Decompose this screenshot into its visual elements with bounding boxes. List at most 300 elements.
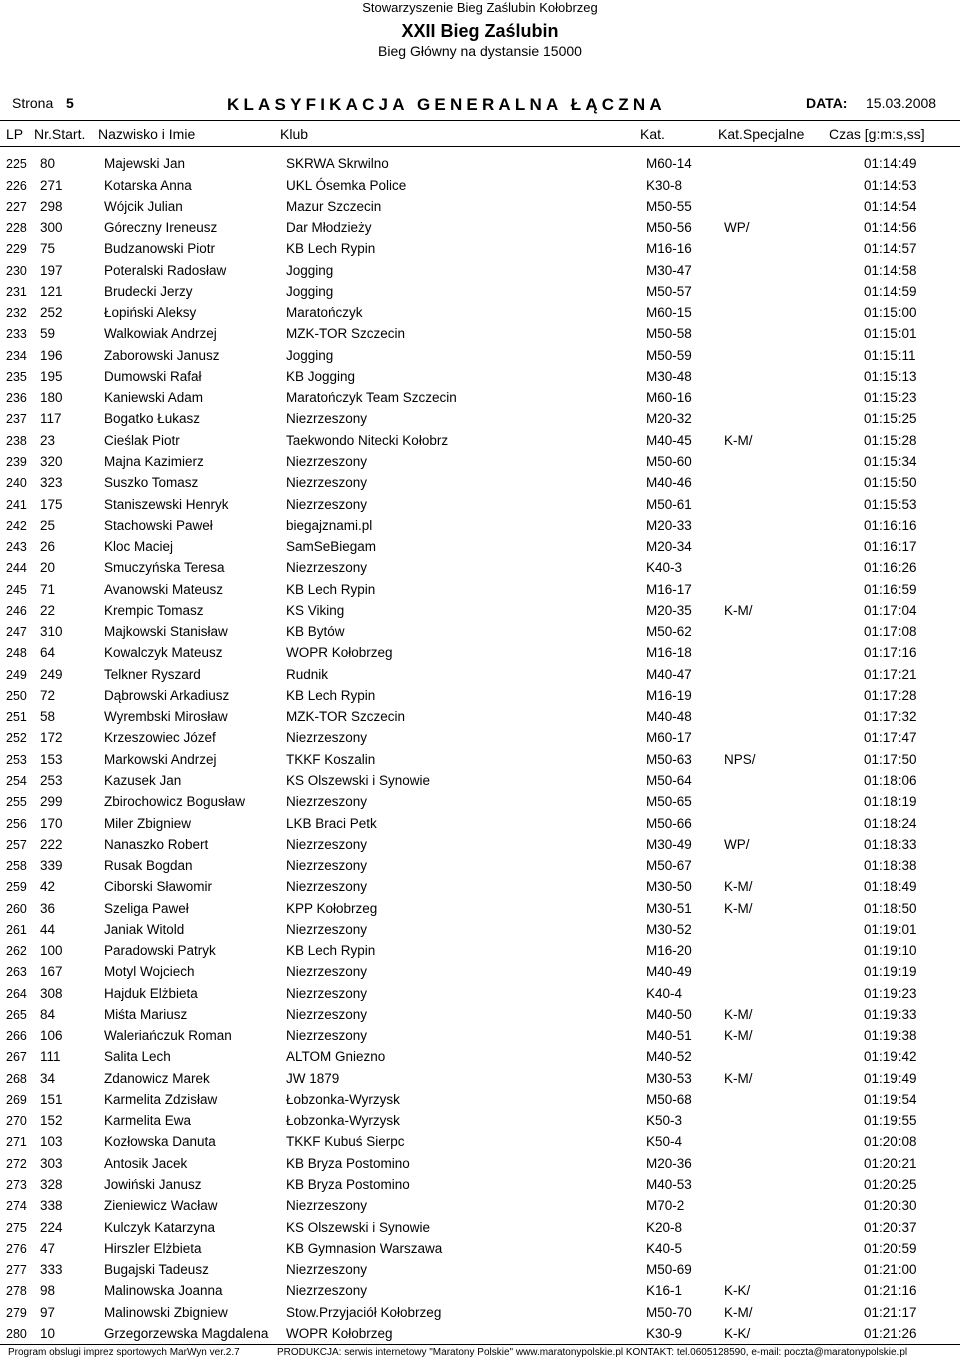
cell-lp: 264 xyxy=(6,986,27,1001)
cell-start-no: 271 xyxy=(40,177,63,193)
table-row xyxy=(0,533,960,554)
cell-lp: 226 xyxy=(6,178,27,193)
cell-start-no: 224 xyxy=(40,1219,63,1235)
table-row xyxy=(0,575,960,596)
cell-category: K40-4 xyxy=(646,985,683,1001)
cell-lp: 257 xyxy=(6,837,27,852)
cell-club: Dar Młodzieży xyxy=(286,220,372,236)
cell-time: 01:15:23 xyxy=(864,390,917,406)
cell-start-no: 100 xyxy=(40,943,63,959)
table-row xyxy=(0,618,960,639)
cell-special-category xyxy=(724,639,864,660)
cell-start-no: 172 xyxy=(40,730,63,746)
table-row xyxy=(0,1235,960,1256)
cell-category: K40-5 xyxy=(646,1240,683,1256)
table-row xyxy=(0,1171,960,1192)
cell-special-category xyxy=(724,1128,864,1149)
cell-category: M50-60 xyxy=(646,453,692,469)
cell-category: M30-50 xyxy=(646,879,692,895)
cell-club: Niezrzeszony xyxy=(286,730,368,746)
cell-start-no: 58 xyxy=(40,709,56,725)
cell-club: ALTOM Gniezno xyxy=(286,1049,386,1065)
cell-category: K50-3 xyxy=(646,1113,683,1129)
cell-lp: 259 xyxy=(6,880,27,895)
cell-club: Niezrzeszony xyxy=(286,1198,368,1214)
cell-club: Maratończyk Team Szczecin xyxy=(286,390,457,406)
cell-lp: 235 xyxy=(6,369,27,384)
cell-special-category xyxy=(724,724,864,745)
cell-start-no: 253 xyxy=(40,772,63,788)
cell-club: KB Bryza Postomino xyxy=(286,1177,410,1193)
cell-special-category xyxy=(724,916,864,937)
cell-name: Grzegorzewska Magdalena xyxy=(104,1325,269,1341)
cell-time: 01:18:33 xyxy=(864,836,917,852)
cell-club: Niezrzeszony xyxy=(286,453,368,469)
cell-time: 01:18:49 xyxy=(864,879,917,895)
cell-lp: 265 xyxy=(6,1007,27,1022)
cell-time: 01:17:32 xyxy=(864,709,917,725)
cell-special-category xyxy=(724,958,864,979)
cell-time: 01:18:38 xyxy=(864,858,917,874)
cell-lp: 256 xyxy=(6,816,27,831)
cell-time: 01:14:59 xyxy=(864,283,917,299)
cell-category: M50-61 xyxy=(646,496,692,512)
cell-special-category: K-M/ xyxy=(724,432,753,448)
cell-special-category xyxy=(724,490,864,511)
table-row xyxy=(0,256,960,277)
cell-lp: 274 xyxy=(6,1199,27,1214)
cell-start-no: 249 xyxy=(40,666,63,682)
cell-category: M50-67 xyxy=(646,858,692,874)
cell-start-no: 117 xyxy=(40,411,62,427)
cell-start-no: 80 xyxy=(40,156,56,172)
cell-name: Motyl Wojciech xyxy=(104,964,195,980)
cell-club: Stow.Przyjaciół Kołobrzeg xyxy=(286,1304,442,1320)
cell-name: Kotarska Anna xyxy=(104,177,192,193)
cell-lp: 252 xyxy=(6,731,27,746)
cell-time: 01:20:25 xyxy=(864,1177,917,1193)
cell-club: Niezrzeszony xyxy=(286,1006,368,1022)
cell-club: Niezrzeszony xyxy=(286,1283,368,1299)
cell-club: TKKF Koszalin xyxy=(286,751,376,767)
cell-lp: 255 xyxy=(6,795,27,810)
cell-special-category xyxy=(724,788,864,809)
cell-start-no: 338 xyxy=(40,1198,63,1214)
cell-name: Zbirochowicz Bogusław xyxy=(104,794,246,810)
cell-lp: 237 xyxy=(6,412,27,427)
divider-header xyxy=(0,146,960,147)
cell-time: 01:19:23 xyxy=(864,985,917,1001)
cell-category: M50-68 xyxy=(646,1091,692,1107)
cell-time: 01:15:13 xyxy=(864,368,917,384)
cell-time: 01:17:04 xyxy=(864,602,917,618)
cell-category: M30-47 xyxy=(646,262,692,278)
cell-name: Majna Kazimierz xyxy=(104,453,204,469)
cell-time: 01:14:58 xyxy=(864,262,917,278)
cell-special-category xyxy=(724,1043,864,1064)
col-start-no: Nr.Start. xyxy=(34,126,86,142)
cell-start-no: 197 xyxy=(40,262,63,278)
cell-category: M50-66 xyxy=(646,815,692,831)
cell-lp: 278 xyxy=(6,1284,27,1299)
cell-club: KB Lech Rypin xyxy=(286,581,376,597)
cell-start-no: 10 xyxy=(40,1325,56,1341)
cell-time: 01:15:50 xyxy=(864,475,917,491)
cell-name: Bogatko Łukasz xyxy=(104,411,201,427)
cell-name: Zaborowski Janusz xyxy=(104,347,220,363)
cell-start-no: 42 xyxy=(40,879,56,895)
cell-special-category xyxy=(724,193,864,214)
footer-program: Program obslugi imprez sportowych MarWyn ver.2.7 xyxy=(8,1347,240,1358)
cell-category: M50-69 xyxy=(646,1262,692,1278)
cell-club: TKKF Kubuś Sierpc xyxy=(286,1134,405,1150)
cell-club: Niezrzeszony xyxy=(286,836,368,852)
table-row xyxy=(0,703,960,724)
cell-club: Niezrzeszony xyxy=(286,560,368,576)
cell-special-category xyxy=(724,809,864,830)
table-row xyxy=(0,1256,960,1277)
cell-club: SKRWA Skrwilno xyxy=(286,156,389,172)
column-headers xyxy=(0,126,960,144)
cell-category: M30-49 xyxy=(646,836,692,852)
cell-special-category: WP/ xyxy=(724,220,750,236)
cell-time: 01:19:49 xyxy=(864,1070,917,1086)
table-row xyxy=(0,278,960,299)
cell-club: KB Gymnasion Warszawa xyxy=(286,1240,443,1256)
cell-club: KPP Kołobrzeg xyxy=(286,900,378,916)
cell-category: K30-9 xyxy=(646,1325,683,1341)
cell-club: Jogging xyxy=(286,262,334,278)
cell-club: Niezrzeszony xyxy=(286,475,368,491)
table-row xyxy=(0,745,960,766)
cell-special-category xyxy=(724,448,864,469)
cell-time: 01:20:37 xyxy=(864,1219,917,1235)
cell-name: Paradowski Patryk xyxy=(104,943,216,959)
cell-club: KB Lech Rypin xyxy=(286,943,376,959)
cell-start-no: 84 xyxy=(40,1006,56,1022)
cell-time: 01:15:11 xyxy=(864,347,916,363)
cell-club: UKL Ósemka Police xyxy=(286,177,407,193)
cell-start-no: 196 xyxy=(40,347,63,363)
cell-special-category xyxy=(724,278,864,299)
cell-name: Avanowski Mateusz xyxy=(104,581,224,597)
cell-lp: 250 xyxy=(6,688,27,703)
cell-club: Niezrzeszony xyxy=(286,1028,368,1044)
cell-special-category xyxy=(724,660,864,681)
table-row xyxy=(0,1086,960,1107)
cell-category: M40-47 xyxy=(646,666,692,682)
table-row xyxy=(0,1022,960,1043)
cell-name: Majewski Jan xyxy=(104,156,186,172)
cell-start-no: 320 xyxy=(40,453,63,469)
cell-time: 01:14:54 xyxy=(864,198,917,214)
table-row xyxy=(0,682,960,703)
cell-category: M20-36 xyxy=(646,1155,692,1171)
cell-special-category: K-M/ xyxy=(724,602,753,618)
cell-special-category xyxy=(724,533,864,554)
table-row xyxy=(0,363,960,384)
cell-start-no: 59 xyxy=(40,326,56,342)
cell-special-category xyxy=(724,703,864,724)
table-row xyxy=(0,788,960,809)
cell-special-category xyxy=(724,384,864,405)
cell-lp: 266 xyxy=(6,1029,27,1044)
cell-time: 01:14:56 xyxy=(864,220,917,236)
cell-category: K16-1 xyxy=(646,1283,683,1299)
cell-special-category: K-M/ xyxy=(724,879,753,895)
cell-lp: 232 xyxy=(6,306,27,321)
cell-name: Hirszler Elżbieta xyxy=(104,1240,202,1256)
cell-category: M50-65 xyxy=(646,794,692,810)
cell-special-category xyxy=(724,682,864,703)
table-row xyxy=(0,767,960,788)
cell-start-no: 339 xyxy=(40,858,63,874)
cell-category: M40-53 xyxy=(646,1177,692,1193)
cell-club: biegajznami.pl xyxy=(286,517,373,533)
cell-name: Kulczyk Katarzyna xyxy=(104,1219,216,1235)
cell-club: WOPR Kołobrzeg xyxy=(286,1325,393,1341)
cell-club: Łobzonka-Wyrzysk xyxy=(286,1091,400,1107)
cell-time: 01:20:30 xyxy=(864,1198,917,1214)
cell-lp: 277 xyxy=(6,1263,27,1278)
cell-club: KS Olszewski i Synowie xyxy=(286,1219,431,1235)
cell-lp: 276 xyxy=(6,1241,27,1256)
race-title: XXII Bieg Zaślubin xyxy=(401,21,559,41)
table-row xyxy=(0,1128,960,1149)
table-row xyxy=(0,1107,960,1128)
cell-special-category: WP/ xyxy=(724,836,750,852)
cell-category: M50-55 xyxy=(646,198,692,214)
table-row xyxy=(0,405,960,426)
table-row xyxy=(0,469,960,490)
cell-special-category xyxy=(724,469,864,490)
cell-special-category xyxy=(724,852,864,873)
table-row xyxy=(0,809,960,830)
cell-name: Miśta Mariusz xyxy=(104,1006,188,1022)
cell-special-category: K-M/ xyxy=(724,1006,753,1022)
page-number: 5 xyxy=(66,95,74,111)
cell-start-no: 151 xyxy=(40,1091,63,1107)
cell-category: M20-32 xyxy=(646,411,692,427)
cell-club: KB Jogging xyxy=(286,368,356,384)
cell-category: M50-56 xyxy=(646,220,692,236)
table-row xyxy=(0,426,960,447)
cell-special-category: K-M/ xyxy=(724,1028,753,1044)
cell-time: 01:15:00 xyxy=(864,305,917,321)
cell-name: Szeliga Paweł xyxy=(104,900,189,916)
table-row xyxy=(0,341,960,362)
cell-category: M40-46 xyxy=(646,475,692,491)
cell-special-category xyxy=(724,1149,864,1170)
table-row xyxy=(0,724,960,745)
cell-category: K20-8 xyxy=(646,1219,683,1235)
cell-club: Jogging xyxy=(286,283,334,299)
table-row xyxy=(0,1213,960,1234)
cell-start-no: 111 xyxy=(40,1049,61,1065)
cell-name: Malinowski Zbigniew xyxy=(104,1304,228,1320)
cell-club: KB Lech Rypin xyxy=(286,687,376,703)
cell-name: Zdanowicz Marek xyxy=(104,1070,210,1086)
cell-time: 01:20:59 xyxy=(864,1240,917,1256)
cell-lp: 227 xyxy=(6,199,27,214)
cell-time: 01:15:34 xyxy=(864,453,917,469)
cell-name: Zieniewicz Wacław xyxy=(104,1198,218,1214)
cell-special-category xyxy=(724,1107,864,1128)
cell-club: Niezrzeszony xyxy=(286,496,368,512)
cell-special-category xyxy=(724,1213,864,1234)
cell-category: M40-51 xyxy=(646,1028,692,1044)
cell-name: Dąbrowski Arkadiusz xyxy=(104,687,230,703)
cell-start-no: 103 xyxy=(40,1134,63,1150)
cell-name: Miler Zbigniew xyxy=(104,815,192,831)
cell-time: 01:19:55 xyxy=(864,1113,917,1129)
cell-name: Smuczyńska Teresa xyxy=(104,560,225,576)
table-row xyxy=(0,958,960,979)
cell-time: 01:15:01 xyxy=(864,326,917,342)
cell-start-no: 299 xyxy=(40,794,63,810)
cell-special-category xyxy=(724,320,864,341)
cell-category: M20-33 xyxy=(646,517,692,533)
cell-name: Rusak Bogdan xyxy=(104,858,193,874)
cell-special-category: K-K/ xyxy=(724,1325,751,1341)
cell-category: M30-52 xyxy=(646,921,692,937)
cell-time: 01:17:28 xyxy=(864,687,917,703)
cell-club: Taekwondo Nitecki Kołobrz xyxy=(286,432,449,448)
cell-category: M50-62 xyxy=(646,624,692,640)
cell-time: 01:18:24 xyxy=(864,815,917,831)
table-row xyxy=(0,937,960,958)
cell-time: 01:19:10 xyxy=(864,943,917,959)
cell-category: M16-17 xyxy=(646,581,692,597)
cell-special-category: K-M/ xyxy=(724,900,753,916)
cell-time: 01:20:08 xyxy=(864,1134,917,1150)
cell-start-no: 44 xyxy=(40,921,56,937)
cell-name: Brudecki Jerzy xyxy=(104,283,193,299)
cell-name: Jowiński Janusz xyxy=(104,1177,202,1193)
cell-start-no: 170 xyxy=(40,815,63,831)
col-lp: LP xyxy=(6,126,24,142)
cell-club: JW 1879 xyxy=(286,1070,340,1086)
cell-start-no: 152 xyxy=(40,1113,63,1129)
cell-time: 01:15:53 xyxy=(864,496,917,512)
table-row xyxy=(0,1043,960,1064)
cell-category: M40-52 xyxy=(646,1049,692,1065)
cell-special-category xyxy=(724,256,864,277)
cell-lp: 254 xyxy=(6,773,27,788)
table-row xyxy=(0,214,960,235)
table-row xyxy=(0,1192,960,1213)
cell-time: 01:21:17 xyxy=(864,1304,917,1320)
table-row xyxy=(0,1277,960,1298)
cell-club: Niezrzeszony xyxy=(286,964,368,980)
cell-time: 01:20:21 xyxy=(864,1155,917,1171)
cell-club: WOPR Kołobrzeg xyxy=(286,645,393,661)
cell-club: Niezrzeszony xyxy=(286,794,368,810)
cell-time: 01:17:50 xyxy=(864,751,917,767)
cell-category: M40-50 xyxy=(646,1006,692,1022)
cell-name: Markowski Andrzej xyxy=(104,751,217,767)
cell-category: M30-53 xyxy=(646,1070,692,1086)
cell-time: 01:16:17 xyxy=(864,539,917,555)
cell-lp: 239 xyxy=(6,454,27,469)
cell-time: 01:14:57 xyxy=(864,241,917,257)
cell-lp: 229 xyxy=(6,242,27,257)
cell-name: Ciborski Sławomir xyxy=(104,879,213,895)
cell-start-no: 98 xyxy=(40,1283,56,1299)
cell-category: M60-16 xyxy=(646,390,692,406)
cell-club: KB Bytów xyxy=(286,624,345,640)
table-row xyxy=(0,831,960,852)
table-row xyxy=(0,852,960,873)
cell-time: 01:15:25 xyxy=(864,411,917,427)
cell-start-no: 20 xyxy=(40,560,56,576)
cell-category: M16-16 xyxy=(646,241,692,257)
cell-lp: 242 xyxy=(6,518,27,533)
col-special-category: Kat.Specjalne xyxy=(718,126,805,142)
cell-start-no: 252 xyxy=(40,305,63,321)
cell-name: Łopiński Aleksy xyxy=(104,305,197,321)
cell-start-no: 333 xyxy=(40,1262,63,1278)
cell-special-category xyxy=(724,363,864,384)
cell-lp: 231 xyxy=(6,284,27,299)
cell-special-category: K-M/ xyxy=(724,1070,753,1086)
cell-category: M50-59 xyxy=(646,347,692,363)
cell-club: Niezrzeszony xyxy=(286,1262,368,1278)
cell-lp: 273 xyxy=(6,1178,27,1193)
table-row xyxy=(0,1298,960,1319)
cell-time: 01:19:42 xyxy=(864,1049,917,1065)
cell-category: M50-70 xyxy=(646,1304,692,1320)
cell-name: Walkowiak Andrzej xyxy=(104,326,217,342)
cell-name: Karmelita Ewa xyxy=(104,1113,192,1129)
cell-category: M50-58 xyxy=(646,326,692,342)
cell-time: 01:18:19 xyxy=(864,794,917,810)
cell-special-category xyxy=(724,554,864,575)
cell-start-no: 298 xyxy=(40,198,63,214)
footer xyxy=(0,1347,960,1363)
cell-club: Maratończyk xyxy=(286,305,363,321)
cell-lp: 246 xyxy=(6,603,27,618)
cell-start-no: 34 xyxy=(40,1070,56,1086)
cell-name: Kowalczyk Mateusz xyxy=(104,645,223,661)
cell-special-category xyxy=(724,937,864,958)
cell-category: M50-57 xyxy=(646,283,692,299)
cell-special-category xyxy=(724,1256,864,1277)
cell-start-no: 23 xyxy=(40,432,56,448)
cell-category: M60-17 xyxy=(646,730,692,746)
cell-lp: 258 xyxy=(6,859,27,874)
cell-club: MZK-TOR Szczecin xyxy=(286,326,406,342)
cell-special-category xyxy=(724,341,864,362)
col-category: Kat. xyxy=(640,126,665,142)
cell-start-no: 75 xyxy=(40,241,56,257)
cell-category: K30-8 xyxy=(646,177,683,193)
cell-club: Niezrzeszony xyxy=(286,921,368,937)
cell-category: M16-20 xyxy=(646,943,692,959)
cell-name: Wójcik Julian xyxy=(104,198,183,214)
cell-start-no: 222 xyxy=(40,836,63,852)
cell-name: Suszko Tomasz xyxy=(104,475,199,491)
cell-lp: 279 xyxy=(6,1305,27,1320)
cell-category: M70-2 xyxy=(646,1198,685,1214)
cell-time: 01:19:54 xyxy=(864,1091,917,1107)
table-row xyxy=(0,150,960,171)
cell-special-category xyxy=(724,1192,864,1213)
cell-time: 01:16:26 xyxy=(864,560,917,576)
cell-lp: 245 xyxy=(6,582,27,597)
cell-time: 01:19:33 xyxy=(864,1006,917,1022)
cell-start-no: 300 xyxy=(40,220,63,236)
